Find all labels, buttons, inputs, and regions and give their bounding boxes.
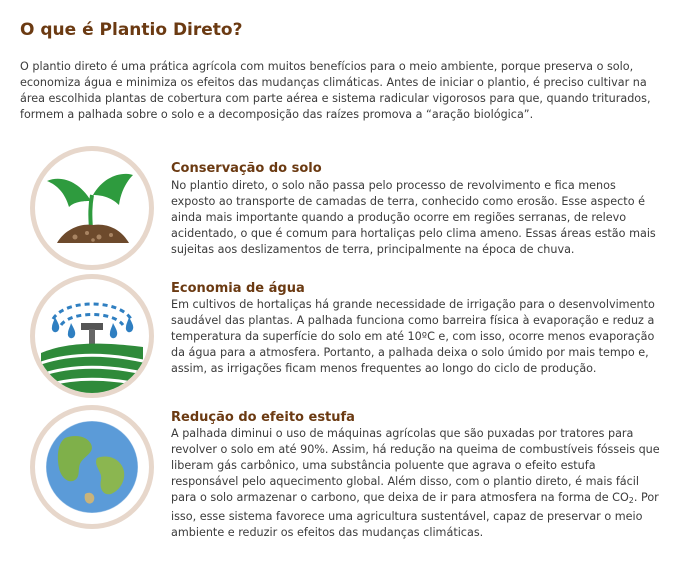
- section-text-main: A palhada diminui o uso de máquinas agrícolas que são puxadas por tratores para revolver o solo em até 90%. Assim, há redução na queima de combustíveis fósseis que liberam gás carbônico, uma substância poluente que agrava o efeito estufa responsável pelo aquecimento global. Além disso, com o plantio direto, é mais fácil para o solo armazenar o carbono, que deixa de ir para atmosfera na forma de CO: [171, 427, 660, 504]
- globe-illustration: [35, 410, 149, 524]
- page-title: O que é Plantio Direto?: [20, 20, 243, 40]
- seedling-illustration: [35, 151, 149, 265]
- seedling-icon: [30, 146, 154, 270]
- section-title: Economia de água: [171, 281, 305, 296]
- sprinkler-illustration: [35, 279, 149, 393]
- section-title: Redução do efeito estufa: [171, 410, 355, 425]
- intro-paragraph: O plantio direto é uma prática agrícola com muitos benefícios para o meio ambiente, porque preserva o solo, economiza água e minimiza os efeitos das mudanças climáticas. Antes de iniciar o plantio, é preciso cultivar na área escolhida plantas de cobertura com parte aérea e sistema radicular vigorosos para que, quando triturados, formem a palhada sobre o solo e a decomposição das raízes promova a “aração biológica”.: [20, 60, 651, 121]
- globe-icon: [30, 405, 154, 529]
- section-text: No plantio direto, o solo não passa pelo processo de revolvimento e fica menos exposto ao transporte de camadas de terra, conhecido como erosão. Esse aspecto é ainda mais importante quando a produção ocorre em regiões serranas, de relevo acidentado, o que é comum para hortaliças pelo clima ameno. Essas áreas estão mais sujeitas aos deslizamentos de terra, principalmente na época de chuva.: [171, 179, 656, 256]
- co2-subscript: 2: [628, 496, 634, 505]
- section-text: [171, 426, 661, 541]
- sprinkler-icon: [30, 274, 154, 398]
- section-title: Conservação do solo: [171, 161, 322, 176]
- section-text-end: . Por isso, esse sistema favorece uma agricultura sustentável, capaz de preservar o meio ambiente e reduzir os efeitos das mudanças climáticas.: [171, 491, 659, 539]
- section-text: Em cultivos de hortaliças há grande necessidade de irrigação para o desenvolvimento saudável das plantas. A palhada funciona como barreira física à evaporação e reduz a temperatura da superfície do solo em até 10ºC e, com isso, ocorre menos evaporação da água para a atmosfera. Portanto, a palhada deixa o solo úmido por mais tempo e, assim, as irrigações ficam menos frequentes ao longo do ciclo de produção.: [171, 298, 655, 375]
